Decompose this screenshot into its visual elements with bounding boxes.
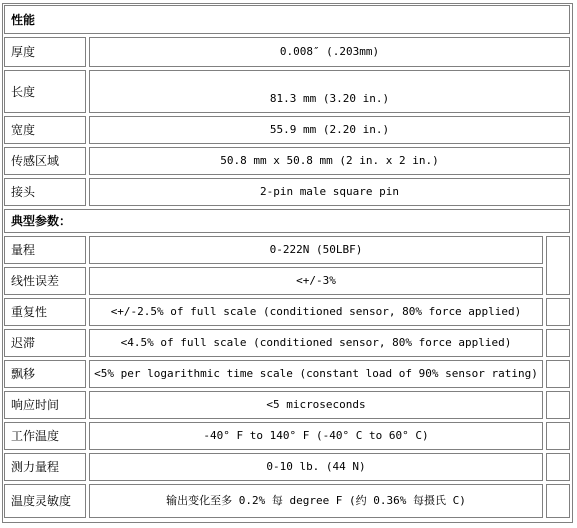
row-label-operating-temp: 工作温度 xyxy=(4,422,86,450)
row-label-connector: 接头 xyxy=(4,178,86,206)
row-label-sensing-area: 传感区域 xyxy=(4,147,86,175)
row-label-range: 量程 xyxy=(4,236,86,264)
extra-cell xyxy=(546,298,570,326)
extra-cell-merged xyxy=(546,236,570,295)
row-label-linearity: 线性误差 xyxy=(4,267,86,295)
row-value-temp-sensitivity: 输出变化至多 0.2% 每 degree F (约 0.36% 每摄氏 C) xyxy=(89,484,543,518)
row-label-hysteresis: 迟滞 xyxy=(4,329,86,357)
row-label-width: 宽度 xyxy=(4,116,86,144)
row-value-length: 81.3 mm (3.20 in.) xyxy=(89,70,570,113)
row-value-drift: <5% per logarithmic time scale (constant load of 90% sensor rating) xyxy=(89,360,543,388)
extra-cell xyxy=(546,484,570,518)
section-header-performance: 性能 xyxy=(4,5,570,34)
row-value-thickness: 0.008″ (.203mm) xyxy=(89,37,570,67)
extra-cell xyxy=(546,329,570,357)
row-value-repeatability: <+/-2.5% of full scale (conditioned sensor, 80% force applied) xyxy=(89,298,543,326)
row-value-linearity: <+/-3% xyxy=(89,267,543,295)
row-value-sensing-area: 50.8 mm x 50.8 mm (2 in. x 2 in.) xyxy=(89,147,570,175)
row-label-force-range: 测力量程 xyxy=(4,453,86,481)
row-label-response-time: 响应时间 xyxy=(4,391,86,419)
row-value-response-time: <5 microseconds xyxy=(89,391,543,419)
row-value-force-range: 0-10 lb. (44 N) xyxy=(89,453,543,481)
row-value-width: 55.9 mm (2.20 in.) xyxy=(89,116,570,144)
row-value-connector: 2-pin male square pin xyxy=(89,178,570,206)
row-value-hysteresis: <4.5% of full scale (conditioned sensor, 80% force applied) xyxy=(89,329,543,357)
row-label-temp-sensitivity: 温度灵敏度 xyxy=(4,484,86,518)
section-header-typical-params: 典型参数： xyxy=(4,209,570,233)
row-label-drift: 飘移 xyxy=(4,360,86,388)
row-label-thickness: 厚度 xyxy=(4,37,86,67)
row-label-length: 长度 xyxy=(4,70,86,113)
extra-cell xyxy=(546,422,570,450)
extra-cell xyxy=(546,360,570,388)
row-label-repeatability: 重复性 xyxy=(4,298,86,326)
extra-cell xyxy=(546,453,570,481)
row-value-range: 0-222N (50LBF) xyxy=(89,236,543,264)
extra-cell xyxy=(546,391,570,419)
row-value-operating-temp: -40° F to 140° F (-40° C to 60° C) xyxy=(89,422,543,450)
